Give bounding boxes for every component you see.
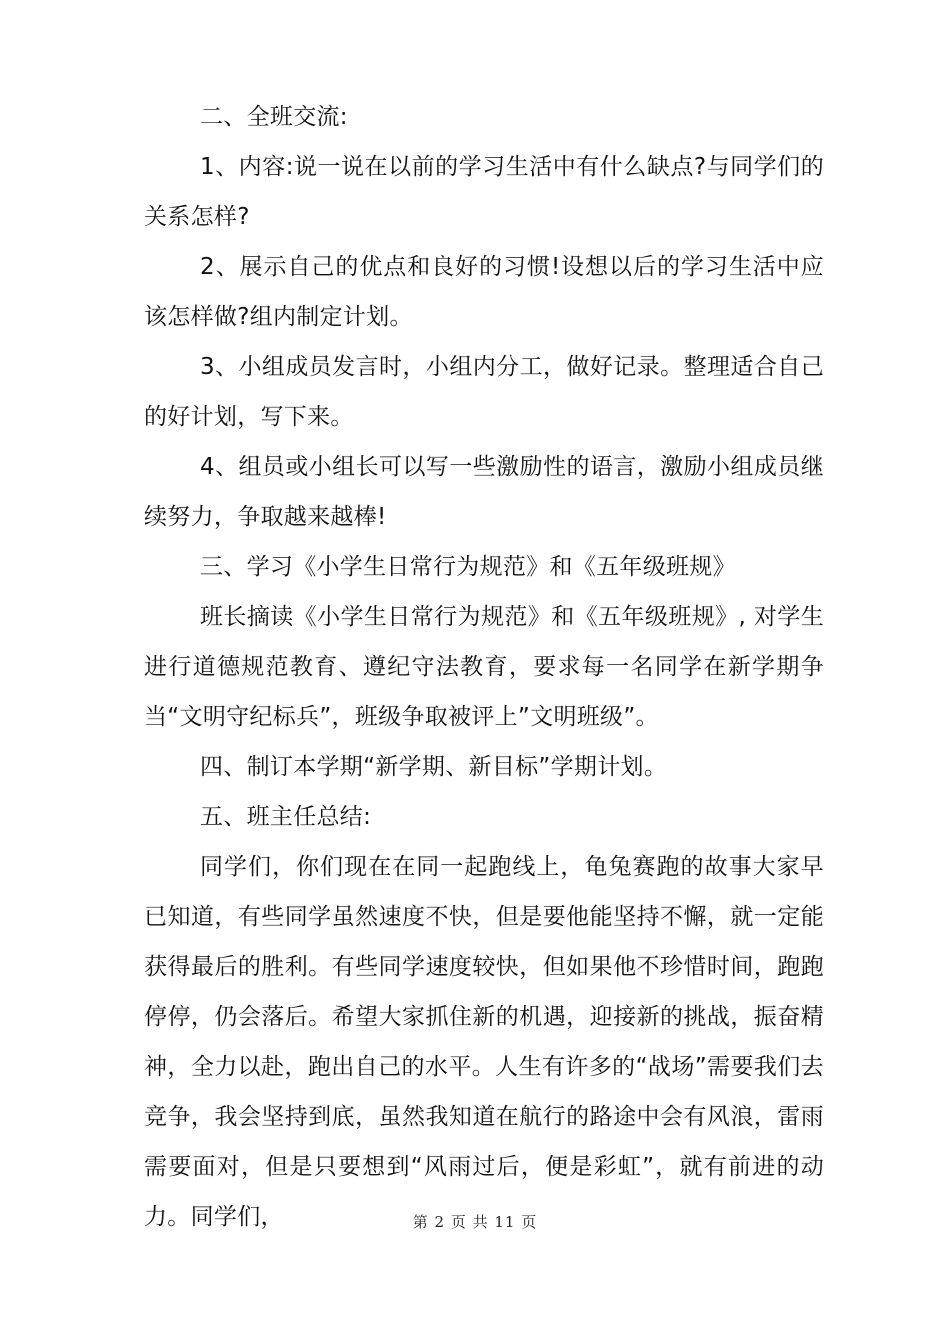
- paragraph-item-2: 2、展示自己的优点和良好的习惯!设想以后的学习生活中应该怎样做?组内制定计划。: [144, 254, 824, 330]
- section-heading-study-rules: 三、学习《小学生日常行为规范》和《五年级班规》: [200, 554, 736, 580]
- paragraph-item-1: 1、内容:说一说在以前的学习生活中有什么缺点?与同学们的关系怎样?: [144, 154, 824, 230]
- page-number-footer: 第 2 页 共 11 页: [412, 1213, 538, 1231]
- paragraph-monitor-reading: 班长摘读《小学生日常行为规范》和《五年级班规》, 对学生进行道德规范教育、遵纪守法教育，要求每一名同学在新学期争当“文明守纪标兵”，班级争取被评上”文明班级”。: [144, 604, 824, 730]
- document-body: [144, 92, 824, 1242]
- paragraph-item-3: 3、小组成员发言时，小组内分工，做好记录。整理适合自己的好计划，写下来。: [144, 354, 824, 430]
- section-heading-semester-plan: 四、制订本学期“新学期、新目标”学期计划。: [200, 754, 668, 780]
- paragraph-item-4: 4、组员或小组长可以写一些激励性的语言，激励小组成员继续努力，争取越来越棒!: [144, 454, 824, 530]
- section-heading-teacher-summary: 五、班主任总结:: [200, 804, 372, 830]
- section-heading-class-discussion: 二、全班交流:: [200, 104, 348, 130]
- paragraph-teacher-speech: 同学们，你们现在在同一起跑线上，龟兔赛跑的故事大家早已知道，有些同学虽然速度不快，但是要他能坚持不懈，就一定能获得最后的胜利。有些同学速度较快，但如果他不珍惜时间，跑跑停停，仍会落后。希望大家抓住新的机遇，迎接新的挑战，振奋精神，全力以赴，跑出自己的水平。人生有许多的“战场”需要我们去竞争，我会坚持到底，虽然我知道在航行的路途中会有风浪，雷雨需要面对，但是只要想到“风雨过后，便是彩虹”，就有前进的动力。同学们，: [144, 854, 824, 1230]
